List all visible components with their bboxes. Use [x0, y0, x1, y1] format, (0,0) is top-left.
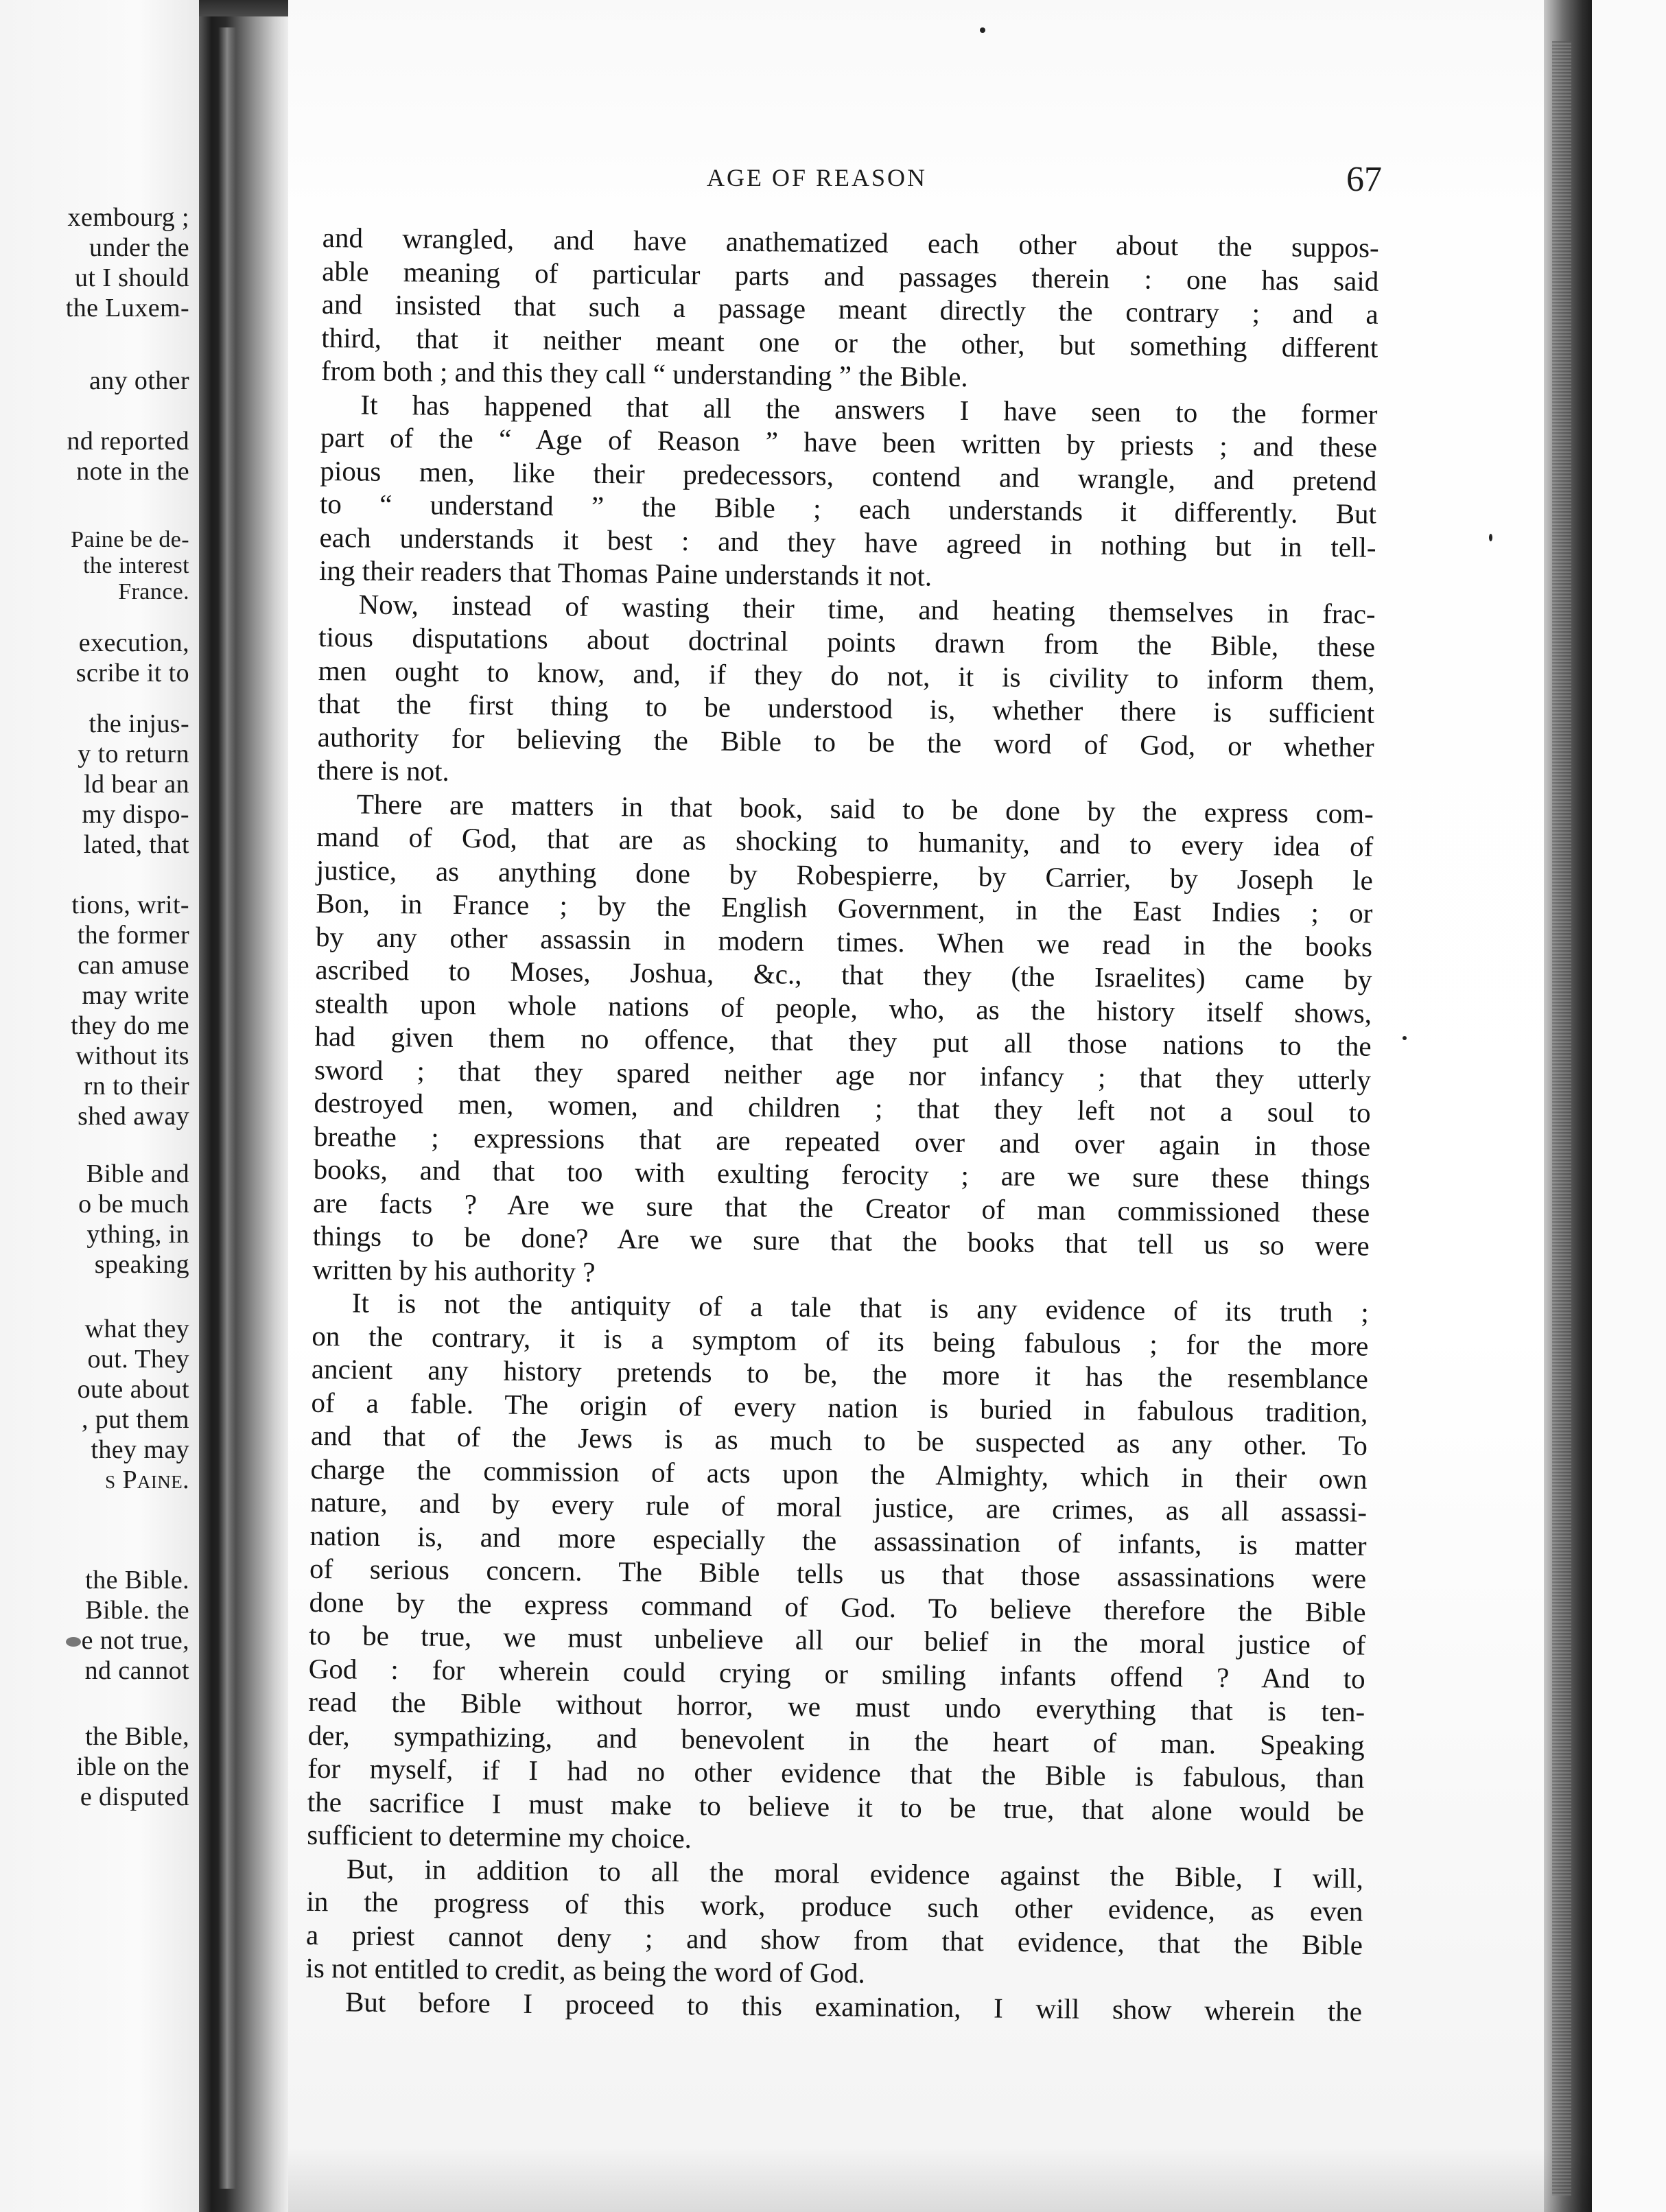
- text-line: ascribed to Moses, Joshua, &c., that they (the Israelites) came by: [315, 953, 1372, 996]
- text-line: to “ understand ” the Bible ; each understands it differently. But: [319, 487, 1377, 530]
- text-line: to be true, we must unbelieve all our belief in the moral justice of: [308, 1619, 1366, 1661]
- text-line: ancient any history pretends to be, the more it has the resemblance: [311, 1352, 1369, 1395]
- dust-speck: [1489, 534, 1492, 541]
- text-line: It is not the antiquity of a tale that is any evidence of its truth ;: [351, 1286, 1370, 1328]
- text-line: had given them no offence, that they put all those nations to the: [314, 1020, 1372, 1062]
- body-text: [305, 221, 1379, 2028]
- text-line: justice, as anything done by Robespierre, by Carrier, by Joseph le: [316, 854, 1374, 896]
- text-line: done by the express command of God. To believe therefore the Bible: [309, 1586, 1366, 1628]
- text-line: But before I proceed to this examination, I will show wherein the: [344, 1985, 1363, 2027]
- left-page-line: o be much: [78, 1190, 189, 1219]
- text-line: and insisted that such a passage meant directly the contrary ; and a: [321, 287, 1378, 330]
- left-page-line: ut I should: [75, 263, 189, 292]
- left-page-line: they do me: [71, 1011, 189, 1040]
- left-page-line: under the: [89, 233, 189, 262]
- left-page-line: France.: [118, 579, 189, 604]
- text-line: nation is, and more especially the assassination of infants, is matter: [309, 1519, 1367, 1562]
- dust-speck: [1403, 1036, 1407, 1040]
- text-line: Bon, in France ; by the English Government, in the East Indies ; or: [316, 886, 1373, 929]
- bottom-shadow: [288, 2148, 1592, 2212]
- left-page-line: scribe it to: [75, 659, 189, 687]
- text-line: of a fable. The origin of every nation is buried in fabulous tradition,: [311, 1386, 1368, 1428]
- left-page-line: the interest: [83, 553, 189, 578]
- text-line: is not entitled to credit, as being the word of God.: [305, 1951, 866, 1989]
- left-page-line: my dispo-: [82, 800, 189, 829]
- text-line: a priest cannot deny ; and show from that evidence, that the Bible: [305, 1918, 1363, 1961]
- page-number: 67: [1346, 160, 1382, 199]
- text-line: on the contrary, it is a symptom of its being fabulous ; for the more: [312, 1319, 1369, 1362]
- text-line: are facts ? Are we sure that the Creator of man commissioned these: [313, 1186, 1370, 1229]
- left-page-line: s Paine.: [105, 1466, 189, 1494]
- text-line: there is not.: [317, 753, 449, 787]
- text-line: of serious concern. The Bible tells us that those assassinations were: [309, 1552, 1367, 1595]
- left-page-line: tions, writ-: [71, 891, 189, 919]
- left-page-line: note in the: [76, 457, 189, 486]
- left-page-line: xembourg ;: [67, 203, 189, 232]
- text-line: each understands it best : and they have agreed in nothing but in tell-: [319, 521, 1376, 563]
- text-line: for myself, if I had no other evidence that the Bible is fabulous, than: [307, 1752, 1365, 1794]
- left-page-line: any other: [89, 366, 189, 395]
- text-line: pious men, like their predecessors, contend and wrangle, and pretend: [320, 454, 1377, 497]
- text-line: nature, and by every rule of moral justice, are crimes, as all assassi-: [309, 1485, 1368, 1528]
- text-line: that the first thing to be understood is, whether there is sufficient: [318, 687, 1375, 729]
- left-page-line: Paine be de-: [71, 527, 189, 552]
- left-page-line: nd cannot: [84, 1656, 189, 1685]
- gutter-highlight: [218, 27, 236, 2189]
- left-page-fragment: [0, 0, 199, 2212]
- text-line: from both ; and this they call “ understanding ” the Bible.: [320, 354, 968, 393]
- left-page-line: Bible. the: [85, 1596, 189, 1625]
- text-line: read the Bible without horror, we must undo everything that is ten-: [308, 1685, 1365, 1728]
- text-line: der, sympathizing, and benevolent in the heart of man. Speaking: [307, 1719, 1365, 1761]
- text-line: and wrangled, and have anathematized each other about the suppos-: [322, 221, 1379, 263]
- text-line: mand of God, that are as shocking to humanity, and to every idea of: [316, 820, 1374, 862]
- left-page-line: without its: [75, 1042, 189, 1070]
- ink-blot: [66, 1637, 81, 1647]
- text-line: stealth upon whole nations of people, who, as the history itself shows,: [314, 987, 1372, 1029]
- left-page-line: , put them: [81, 1405, 189, 1434]
- text-line: God : for wherein could crying or smiling infants offend ? And to: [308, 1652, 1365, 1695]
- left-page-line: ible on the: [76, 1752, 189, 1781]
- dust-speck: [980, 27, 985, 33]
- left-page-line: out. They: [87, 1345, 189, 1374]
- page-edges-texture: [1552, 41, 1571, 2196]
- left-page-line: can amuse: [78, 951, 189, 980]
- left-page-line: y to return: [78, 740, 189, 768]
- text-line: sufficient to determine my choice.: [307, 1818, 692, 1855]
- left-page-line: they may: [91, 1435, 189, 1464]
- text-line: charge the commission of acts upon the Almighty, which in their own: [310, 1452, 1368, 1495]
- text-line: There are matters in that book, said to be done by the express com-: [356, 788, 1374, 830]
- left-page-line: ything, in: [86, 1220, 189, 1249]
- left-page-line: ld bear an: [84, 770, 189, 799]
- text-line: breathe ; expressions that are repeated over and over again in those: [313, 1120, 1371, 1162]
- left-page-line: e disputed: [80, 1782, 189, 1811]
- text-line: in the progress of this work, produce such other evidence, as even: [306, 1885, 1363, 1927]
- left-page-line: execution,: [78, 628, 189, 657]
- left-page-line: nd reported: [67, 427, 189, 456]
- text-line: and that of the Jews is as much to be suspected as any other. To: [310, 1419, 1368, 1461]
- text-line: sword ; that they spared neither age nor infancy ; that they utterly: [314, 1053, 1372, 1096]
- text-line: third, that it neither meant one or the other, but something different: [321, 321, 1378, 364]
- text-line: It has happened that all the answers I have seen to the former: [360, 388, 1378, 430]
- scan-background: [1592, 0, 1666, 2212]
- running-head: AGE OF REASON: [707, 164, 928, 191]
- text-line: tious disputations about doctrinal points drawn from the Bible, these: [318, 620, 1376, 663]
- left-page-line: the Bible,: [85, 1722, 189, 1751]
- text-line: by any other assassin in modern times. When we read in the books: [315, 920, 1373, 963]
- left-page-line: what they: [84, 1315, 189, 1343]
- text-line: authority for believing the Bible to be the word of God, or whether: [317, 720, 1374, 763]
- text-line: the sacrifice I must make to believe it to be true, that alone would be: [307, 1785, 1365, 1828]
- left-page-line: e not true,: [81, 1626, 189, 1655]
- left-page-line: speaking: [94, 1250, 189, 1279]
- text-line: written by his authority ?: [312, 1253, 596, 1288]
- left-page-line: the Luxem-: [65, 294, 189, 322]
- text-line: part of the “ Age of Reason ” have been written by priests ; and these: [320, 421, 1378, 463]
- left-page-line: shed away: [78, 1102, 189, 1131]
- text-line: destroyed men, women, and children ; that they left not a soul to: [314, 1086, 1371, 1129]
- text-line: But, in addition to all the moral evidence against the Bible, I will,: [346, 1852, 1364, 1894]
- left-page-line: the former: [77, 921, 189, 950]
- left-page-line: may write: [82, 981, 189, 1010]
- left-page-line: rn to their: [83, 1072, 189, 1101]
- text-line: ing their readers that Thomas Paine understands it not.: [318, 554, 932, 592]
- text-line: men ought to know, and, if they do not, it is civility to inform them,: [318, 654, 1375, 696]
- left-page-line: Bible and: [86, 1160, 189, 1188]
- text-line: Now, instead of wasting their time, and heating themselves in frac-: [358, 588, 1376, 630]
- left-page-line: lated, that: [83, 830, 189, 859]
- left-page-line: the Bible.: [85, 1566, 189, 1595]
- text-line: able meaning of particular parts and passages therein : one has said: [322, 255, 1379, 297]
- book-gutter: [199, 0, 288, 2212]
- left-page-line: oute about: [77, 1375, 189, 1404]
- left-page-line: the injus-: [89, 709, 189, 738]
- text-line: things to be done? Are we sure that the books that tell us so were: [312, 1219, 1370, 1262]
- text-line: books, and that too with exulting ferocity ; are we sure these things: [313, 1153, 1370, 1195]
